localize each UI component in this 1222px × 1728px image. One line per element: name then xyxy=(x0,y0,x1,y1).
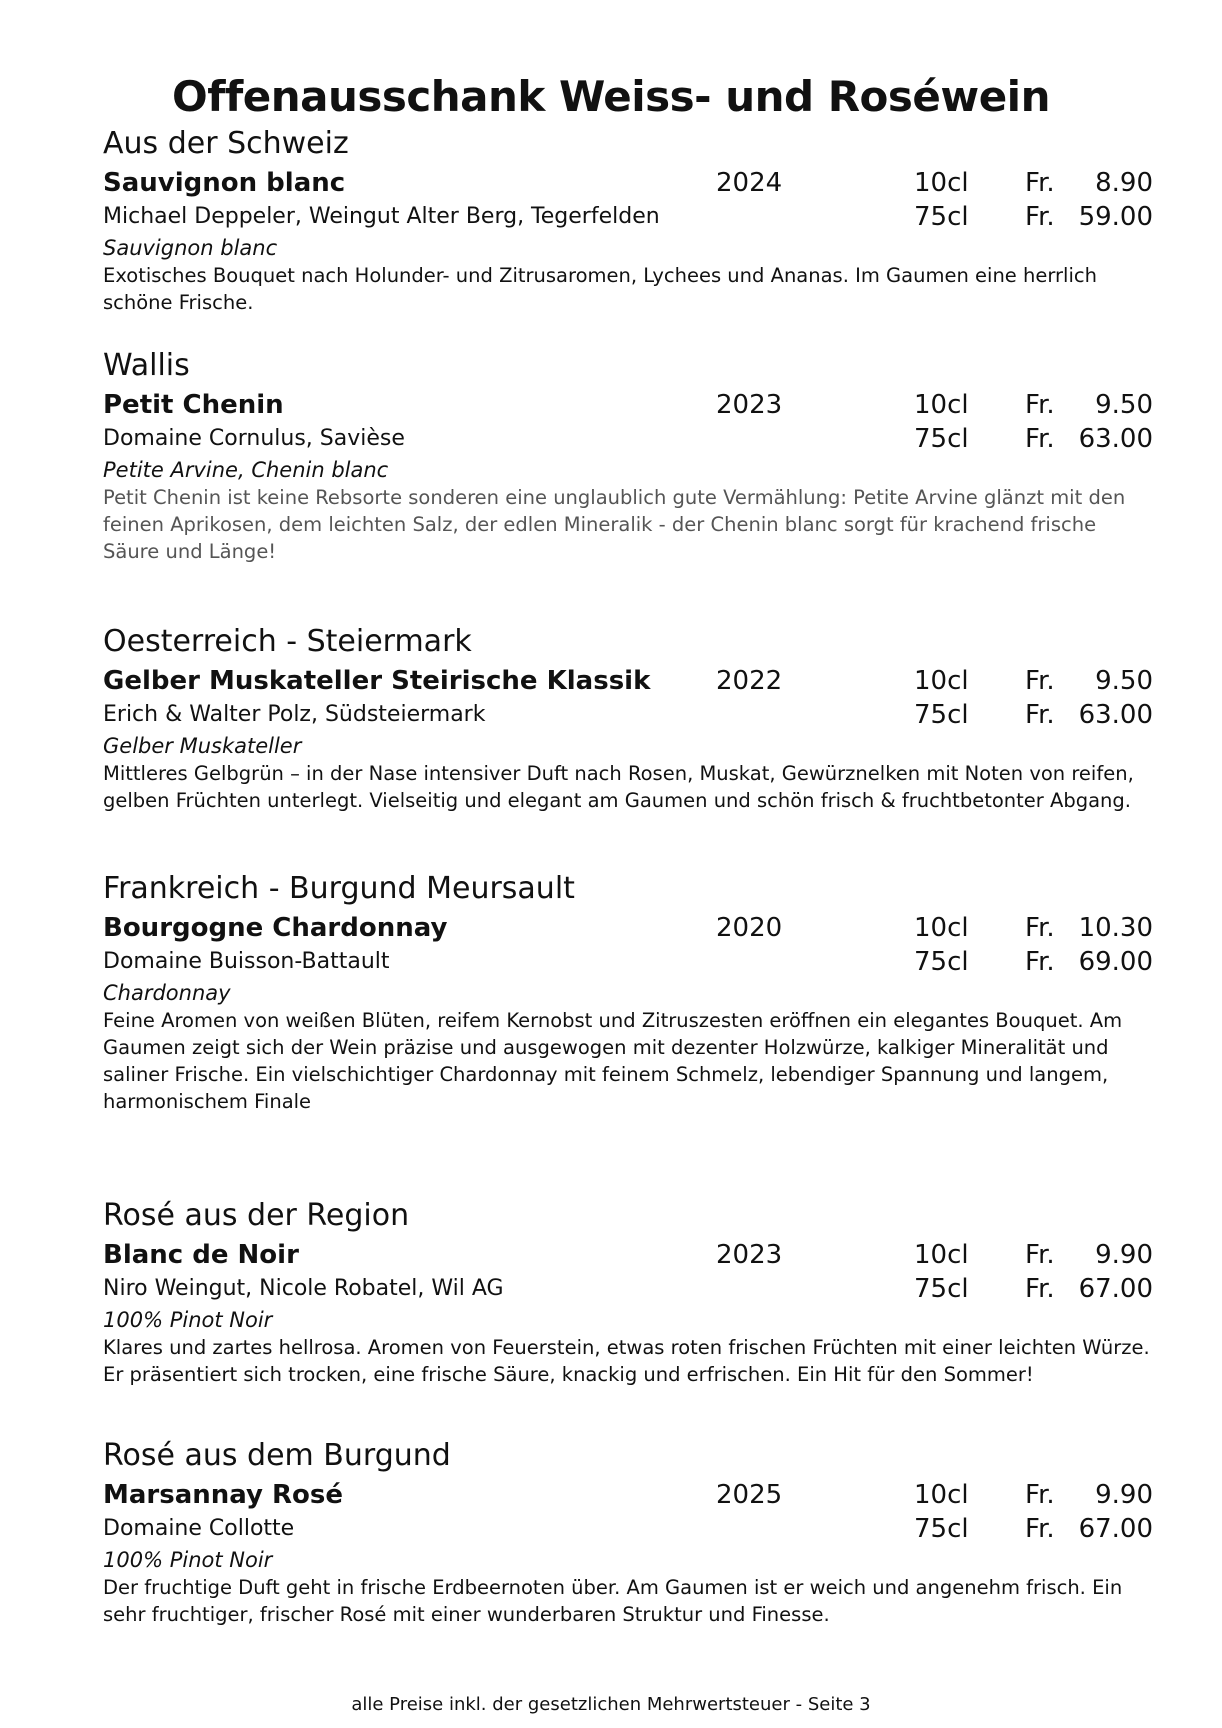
grape-variety: Sauvignon blanc xyxy=(103,236,278,260)
wine-description: Feine Aromen von weißen Blüten, reifem Kernobst und Zitruszesten eröffnen ein elegantes Bouquet. Am Gaumen zeigt sich der Wein präzise und ausgewogen mit dezenter Holzwürze, kalkiger Mineralität und saliner Frische. Ein vielschichtiger Chardonnay mit feinem Schmelz, lebendiger Spannung und langem, harmonischem Finale xyxy=(103,1009,1123,1113)
wine-section-rose-region xyxy=(103,1194,1153,1388)
page-title: Offenausschank Weiss- und Roséwein xyxy=(172,72,1050,121)
region-heading: Rosé aus der Region xyxy=(103,1198,410,1233)
wine-name-row xyxy=(103,388,1153,422)
wine-section-schweiz xyxy=(103,122,1153,316)
region-heading: Oesterreich - Steiermark xyxy=(103,624,472,659)
currency-label: Fr. xyxy=(1025,913,1055,943)
grape-variety: 100% Pinot Noir xyxy=(103,1548,273,1572)
bottle-volume: 75cl xyxy=(914,424,969,454)
glass-price: 9.50 xyxy=(1095,390,1153,420)
wine-description: Exotisches Bouquet nach Holunder- und Zitrusaromen, Lychees und Ananas. Im Gaumen eine herrlich schöne Frische. xyxy=(103,264,1097,314)
wine-section-rose-burgund xyxy=(103,1434,1153,1628)
wine-description: Klares und zartes hellrosa. Aromen von Feuerstein, etwas roten frischen Früchten mit einer leichten Würze. Er präsentiert sich trocken, eine frische Säure, knackig und erfrischen. Ein Hit für den Sommer! xyxy=(103,1336,1150,1386)
region-heading: Wallis xyxy=(103,348,190,383)
glass-volume: 10cl xyxy=(914,390,969,420)
producer-name: Michael Deppeler, Weingut Alter Berg, Tegerfelden xyxy=(103,204,660,229)
grape-variety: 100% Pinot Noir xyxy=(103,1308,273,1332)
producer-name: Niro Weingut, Nicole Robatel, Wil AG xyxy=(103,1276,504,1301)
currency-label: Fr. xyxy=(1025,1514,1055,1544)
producer-name: Erich & Walter Polz, Südsteiermark xyxy=(103,702,486,727)
region-heading: Frankreich - Burgund Meursault xyxy=(103,871,575,906)
bottle-volume: 75cl xyxy=(914,1514,969,1544)
vintage-year: 2023 xyxy=(716,1240,783,1270)
producer-row xyxy=(103,698,1153,732)
bottle-volume: 75cl xyxy=(914,700,969,730)
producer-name: Domaine Buisson-Battault xyxy=(103,949,390,974)
vintage-year: 2024 xyxy=(716,168,783,198)
grape-variety: Petite Arvine, Chenin blanc xyxy=(103,458,389,482)
wine-name: Marsannay Rosé xyxy=(103,1480,344,1510)
bottle-volume: 75cl xyxy=(914,202,969,232)
currency-label: Fr. xyxy=(1025,1240,1055,1270)
glass-volume: 10cl xyxy=(914,913,969,943)
currency-label: Fr. xyxy=(1025,424,1055,454)
currency-label: Fr. xyxy=(1025,1274,1055,1304)
producer-row xyxy=(103,422,1153,456)
bottle-volume: 75cl xyxy=(914,1274,969,1304)
glass-volume: 10cl xyxy=(914,168,969,198)
glass-price: 9.90 xyxy=(1095,1240,1153,1270)
producer-row xyxy=(103,200,1153,234)
wine-section-wallis xyxy=(103,344,1153,565)
bottle-price: 63.00 xyxy=(1078,424,1153,454)
wine-name: Petit Chenin xyxy=(103,390,284,420)
glass-price: 8.90 xyxy=(1095,168,1153,198)
currency-label: Fr. xyxy=(1025,666,1055,696)
wine-description: Petit Chenin ist keine Rebsorte sonderen eine unglaublich gute Vermählung: Petite Arvine glänzt mit den feinen Aprikosen, dem leichten Salz, der edlen Mineralik - der Chenin blanc sorgt für krachend frische Säure und Länge! xyxy=(103,486,1126,563)
bottle-price: 67.00 xyxy=(1078,1514,1153,1544)
vintage-year: 2022 xyxy=(716,666,783,696)
currency-label: Fr. xyxy=(1025,202,1055,232)
currency-label: Fr. xyxy=(1025,1480,1055,1510)
glass-volume: 10cl xyxy=(914,1480,969,1510)
page-footer: alle Preise inkl. der gesetzlichen Mehrwertsteuer - Seite 3 xyxy=(351,1694,871,1715)
grape-variety: Chardonnay xyxy=(103,981,231,1005)
vintage-year: 2020 xyxy=(716,913,783,943)
glass-price: 9.50 xyxy=(1095,666,1153,696)
wine-name: Sauvignon blanc xyxy=(103,168,346,198)
region-heading: Rosé aus dem Burgund xyxy=(103,1438,451,1473)
producer-row xyxy=(103,1272,1153,1306)
producer-row xyxy=(103,1512,1153,1546)
wine-section-burgund xyxy=(103,867,1153,1115)
wine-name: Gelber Muskateller Steirische Klassik xyxy=(103,666,651,696)
currency-label: Fr. xyxy=(1025,700,1055,730)
wine-name: Blanc de Noir xyxy=(103,1240,299,1270)
wine-name: Bourgogne Chardonnay xyxy=(103,913,448,943)
wine-name-row xyxy=(103,1478,1153,1512)
producer-row xyxy=(103,945,1153,979)
bottle-price: 59.00 xyxy=(1078,202,1153,232)
glass-volume: 10cl xyxy=(914,666,969,696)
wine-section-steiermark xyxy=(103,620,1153,814)
wine-name-row xyxy=(103,911,1153,945)
glass-volume: 10cl xyxy=(914,1240,969,1270)
producer-name: Domaine Cornulus, Savièse xyxy=(103,426,405,451)
wine-description: Der fruchtige Duft geht in frische Erdbeernoten über. Am Gaumen ist er weich und angenehm frisch. Ein sehr fruchtiger, frischer Rosé mit einer wunderbaren Struktur und Finesse. xyxy=(103,1576,1123,1626)
wine-name-row xyxy=(103,1238,1153,1272)
vintage-year: 2025 xyxy=(716,1480,783,1510)
grape-variety: Gelber Muskateller xyxy=(103,734,302,758)
bottle-price: 63.00 xyxy=(1078,700,1153,730)
wine-name-row xyxy=(103,664,1153,698)
region-heading: Aus der Schweiz xyxy=(103,126,349,161)
glass-price: 9.90 xyxy=(1095,1480,1153,1510)
currency-label: Fr. xyxy=(1025,168,1055,198)
glass-price: 10.30 xyxy=(1078,913,1153,943)
bottle-volume: 75cl xyxy=(914,947,969,977)
bottle-price: 67.00 xyxy=(1078,1274,1153,1304)
wine-description: Mittleres Gelbgrün – in der Nase intensiver Duft nach Rosen, Muskat, Gewürznelken mit Noten von reifen, gelben Früchten unterlegt. Vielseitig und elegant am Gaumen und schön frisch & fruchtbetonter Abgang. xyxy=(103,762,1134,812)
bottle-price: 69.00 xyxy=(1078,947,1153,977)
wine-name-row xyxy=(103,166,1153,200)
producer-name: Domaine Collotte xyxy=(103,1516,295,1541)
currency-label: Fr. xyxy=(1025,390,1055,420)
currency-label: Fr. xyxy=(1025,947,1055,977)
vintage-year: 2023 xyxy=(716,390,783,420)
